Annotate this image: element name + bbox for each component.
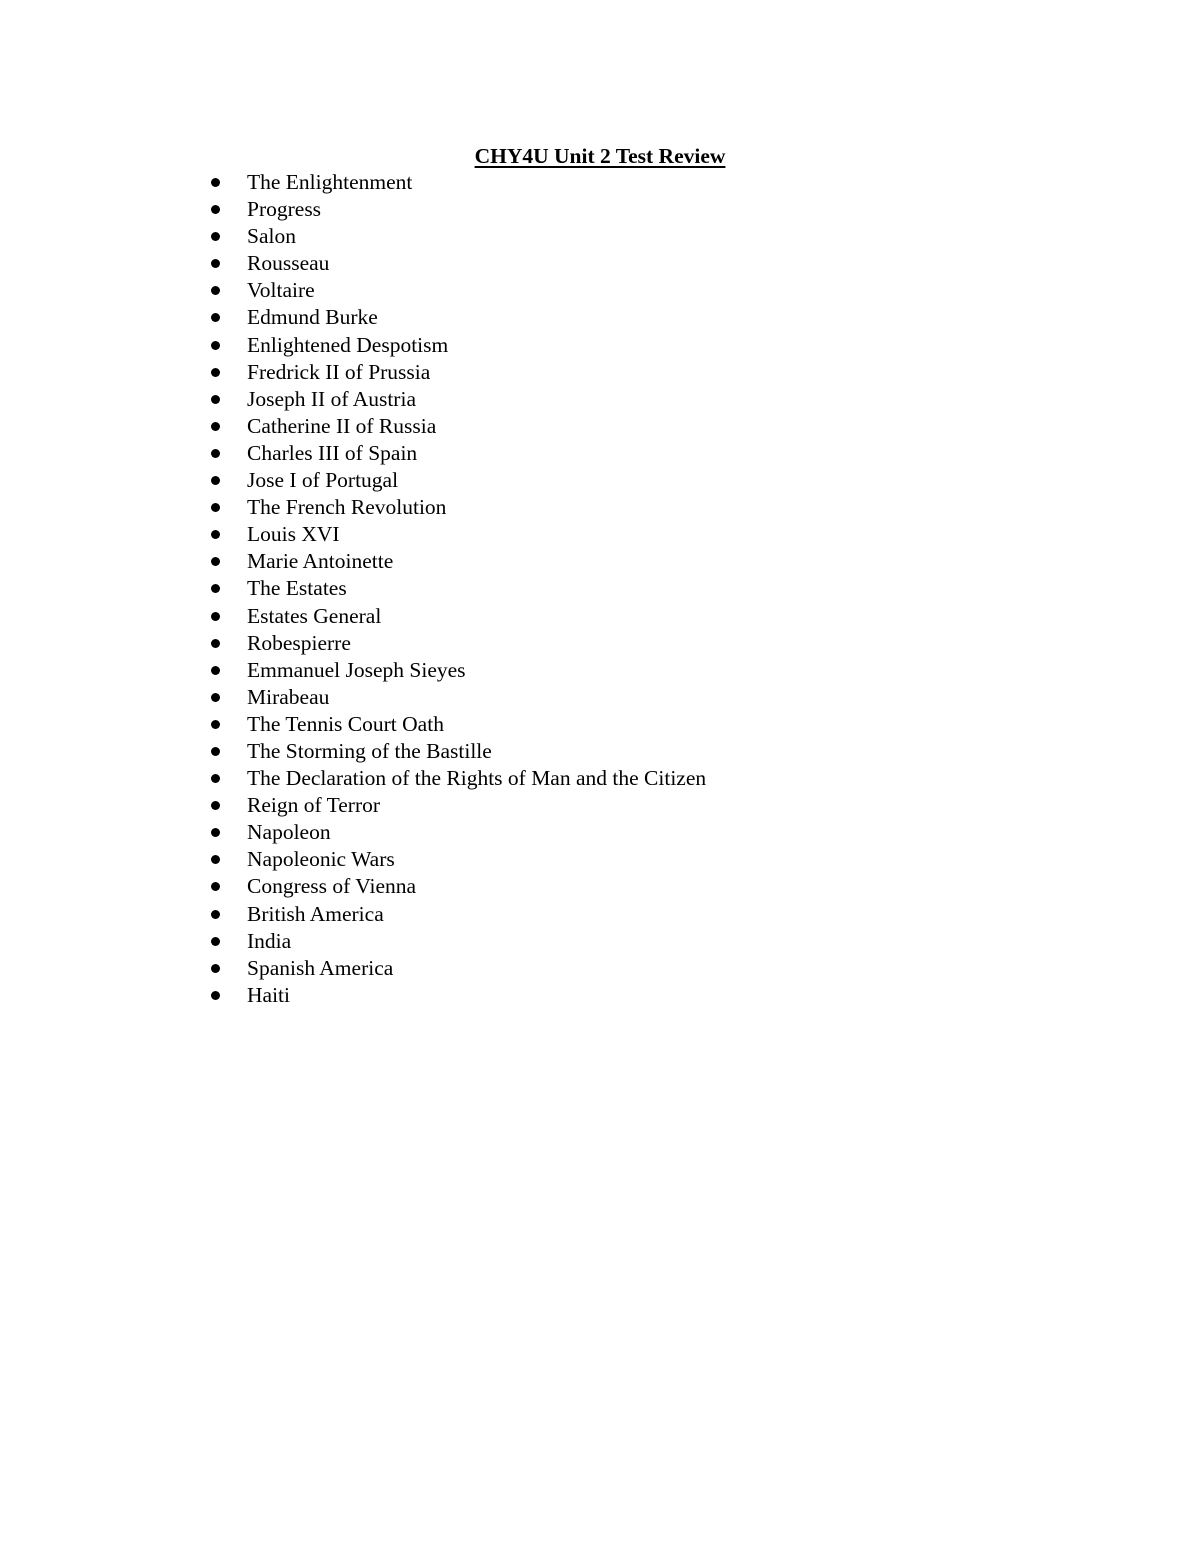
bullet-icon	[211, 693, 220, 702]
bullet-icon	[211, 774, 220, 783]
bullet-icon	[211, 476, 220, 485]
list-item-text: India	[247, 928, 292, 953]
bullet-icon	[211, 855, 220, 864]
bullet-icon	[211, 910, 220, 919]
list-item-text: Jose I of Portugal	[247, 468, 399, 493]
bullet-icon	[211, 178, 220, 187]
list-item-text: The Declaration of the Rights of Man and the Citizen	[247, 766, 707, 791]
bullet-icon	[211, 882, 220, 891]
list-item-text: The French Revolution	[247, 495, 447, 520]
bullet-icon	[211, 341, 220, 350]
list-item-text: The Storming of the Bastille	[247, 738, 492, 763]
bullet-icon	[211, 639, 220, 648]
bullet-icon	[211, 286, 220, 295]
bullet-icon	[211, 422, 220, 431]
bullet-icon	[211, 530, 220, 539]
list-item-text: Salon	[247, 224, 296, 249]
list-item-text: Emmanuel Joseph Sieyes	[247, 657, 466, 682]
list-item-text: Progress	[247, 197, 322, 222]
list-item-text: Enlightened Despotism	[247, 332, 449, 357]
list-item-text: Napoleon	[247, 820, 331, 845]
bullet-icon	[211, 666, 220, 675]
list-item-text: Joseph II of Austria	[247, 386, 416, 411]
list-item-text: Fredrick II of Prussia	[247, 359, 431, 384]
bullet-icon	[211, 259, 220, 268]
bullet-icon	[211, 449, 220, 458]
bullet-icon	[211, 612, 220, 621]
bullet-icon	[211, 991, 220, 1000]
list-item-text: Robespierre	[247, 630, 351, 655]
list-item-text: The Estates	[247, 576, 347, 601]
bullet-icon	[211, 964, 220, 973]
bullet-icon	[211, 828, 220, 837]
bullet-icon	[211, 557, 220, 566]
bullet-icon	[211, 232, 220, 241]
list-item-text: Congress of Vienna	[247, 874, 417, 899]
list-item-text: Spanish America	[247, 955, 394, 980]
list-item-text: Voltaire	[247, 278, 315, 303]
list-item-text: Estates General	[247, 603, 382, 628]
bullet-icon	[211, 937, 220, 946]
bullet-icon	[211, 395, 220, 404]
bullet-icon	[211, 584, 220, 593]
bullet-icon	[211, 313, 220, 322]
list-item-text: Marie Antoinette	[247, 549, 394, 574]
bullet-icon	[211, 747, 220, 756]
list-item-text: Mirabeau	[247, 684, 330, 709]
bullet-icon	[211, 801, 220, 810]
bullet-icon	[211, 368, 220, 377]
list-item-text: Louis XVI	[247, 522, 340, 547]
list-item-text: British America	[247, 901, 384, 926]
bullet-icon	[211, 205, 220, 214]
list-item-text: Reign of Terror	[247, 793, 381, 818]
list-item-text: Catherine II of Russia	[247, 413, 437, 438]
list-item-text: The Tennis Court Oath	[247, 711, 444, 736]
list-item-text: Edmund Burke	[247, 305, 378, 330]
list-item-text: Napoleonic Wars	[247, 847, 395, 872]
document-title: CHY4U Unit 2 Test Review	[474, 144, 726, 168]
list-item-text: The Enlightenment	[247, 170, 413, 194]
list-item-text: Charles III of Spain	[247, 440, 418, 465]
list-item-text: Haiti	[247, 982, 290, 1007]
list-item-text: Rousseau	[247, 251, 330, 276]
bullet-icon	[211, 503, 220, 512]
bullet-icon	[211, 720, 220, 729]
